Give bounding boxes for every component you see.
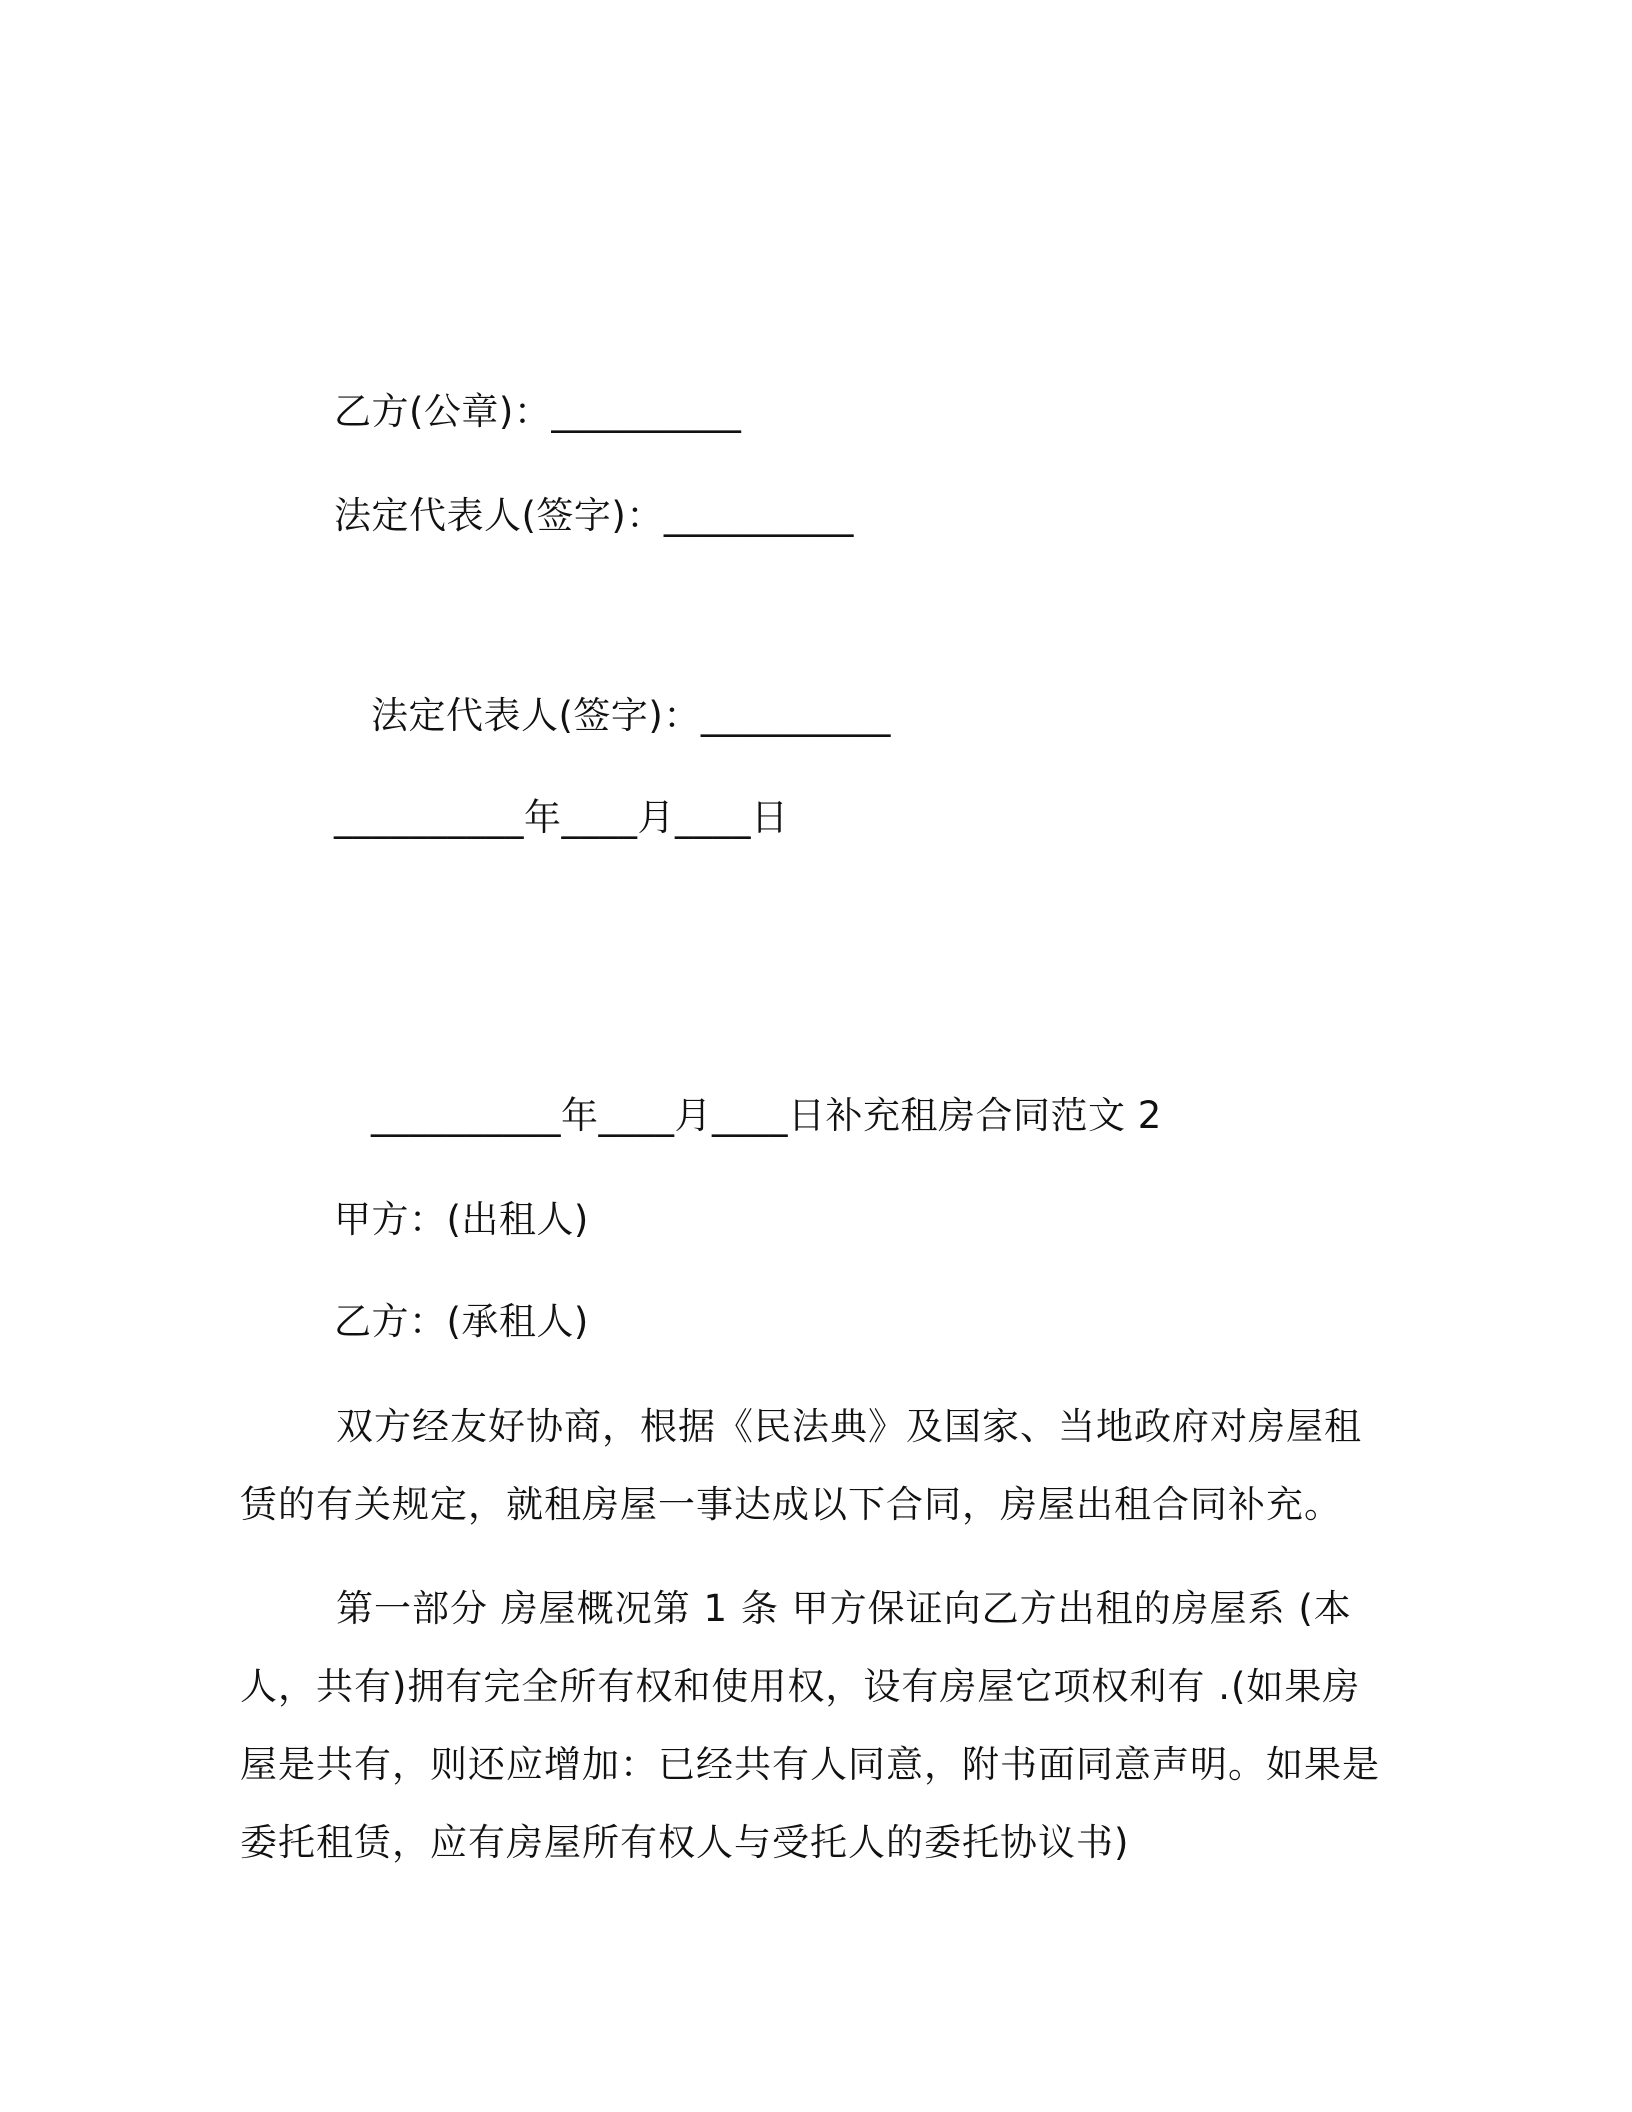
legal-representative-signature-line-1: 法定代表人(签字)：__________: [334, 494, 854, 537]
legal-representative-signature-line-2: 法定代表人(签字)：__________: [371, 694, 891, 737]
signature-date-line: __________年____月____日: [334, 796, 789, 839]
party-a-line: 甲方：(出租人): [334, 1198, 589, 1241]
contract-title: __________年____月____日补充租房合同范文 2: [371, 1094, 1162, 1137]
clause-1-paragraph: 第一部分 房屋概况第 1 条 甲方保证向乙方出租的房屋系 (本人，共有)拥有完全所有权和使用权，设有房屋它项权利有 .(如果房屋是共有，则还应增加：已经共有人同意，附书面同意声明。如果是委托租赁，应有房屋所有权人与受托人的委托协议书): [240, 1587, 1380, 1864]
party-b-seal-line: 乙方(公章)：__________: [334, 390, 742, 433]
party-b-line: 乙方：(承租人): [334, 1300, 589, 1343]
intro-paragraph: 双方经友好协商，根据《民法典》及国家、当地政府对房屋租赁的有关规定，就租房屋一事达成以下合同，房屋出租合同补充。: [240, 1405, 1362, 1526]
